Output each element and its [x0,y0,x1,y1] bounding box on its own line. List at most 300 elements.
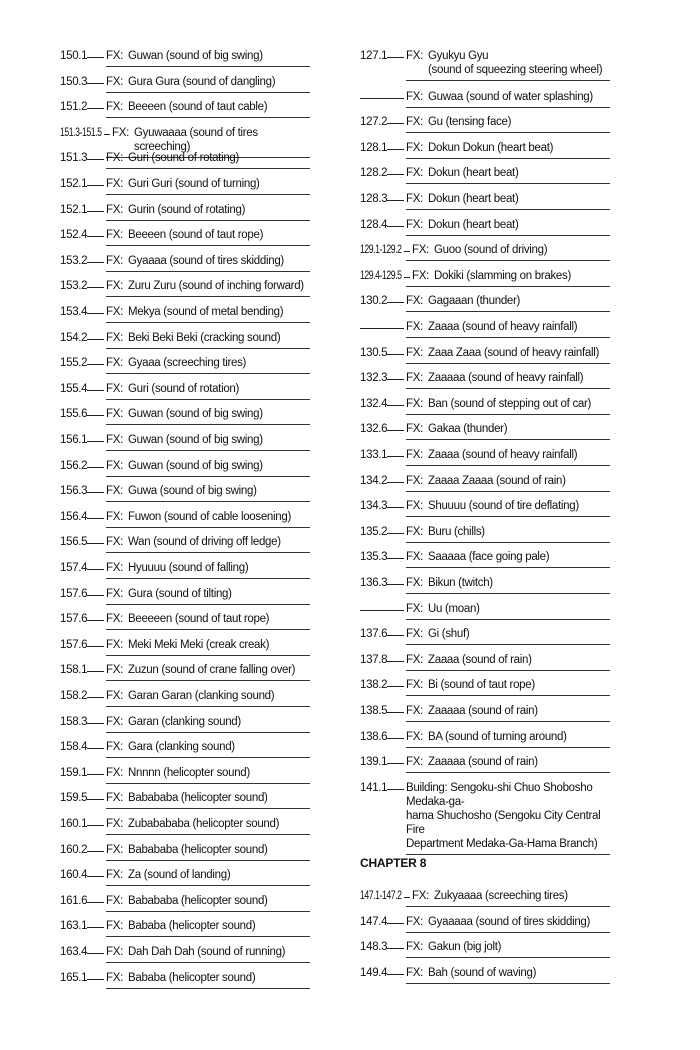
entry-underline [406,414,610,415]
fx-entry [360,474,610,488]
leader-dash [87,927,104,928]
entry-underline [406,644,610,645]
fx-label: FX: [406,474,423,487]
entry-page-number: 132.4 [360,397,388,410]
leader-dash [387,789,404,790]
fx-entry [60,305,310,319]
leader-dash [87,287,104,288]
entry-page-number: 157.6 [60,613,88,626]
entry-description: Zuzun (sound of crane falling over) [128,664,296,677]
fx-entry [60,843,310,857]
entry-page-number: 155.2 [60,357,88,370]
entry-page-number: 147.1-147.2 [360,890,402,902]
entry-description: Gyuwaaaa (sound of tires screeching) [134,126,258,153]
entry-description: Babababa (helicopter sound) [128,894,268,907]
fx-entry [60,740,310,754]
entry-description: Dokun Dokun (heart beat) [428,141,554,154]
entry-page-number: 134.2 [360,474,388,487]
entry-description: Hyuuuu (sound of falling) [128,562,249,574]
leader-dash [87,799,104,800]
entry-description: Guwan (sound of big swing) [128,459,263,472]
entry-underline [106,527,310,528]
entry-underline [106,680,310,681]
entry-page-number: 128.4 [360,218,388,231]
fx-label: FX: [106,920,123,933]
fx-label: FX: [106,50,123,62]
fx-label: FX: [106,75,123,88]
entry-underline [406,670,610,671]
leader-dash [87,851,104,852]
fx-label: FX: [106,741,123,754]
entry-underline [106,936,310,937]
fx-entry [60,407,310,421]
fx-label: FX: [106,434,123,446]
entry-underline [106,348,310,349]
entry-page-number: 136.3 [360,577,388,589]
entry-page-number: 154.2 [60,331,88,344]
entry-description: Gurin (sound of rotating) [128,203,246,216]
fx-label: FX: [406,397,423,410]
fx-label: FX: [106,792,123,805]
leader-dash [87,748,104,749]
entry-page-number: 132.6 [360,423,388,436]
entry-underline [106,66,310,67]
fx-entry [60,49,310,63]
fx-label: FX: [106,818,123,830]
entry-underline [106,450,310,451]
entry-page-number: 157.6 [60,638,88,651]
fx-label: FX: [406,218,423,231]
entry-underline [106,476,310,477]
entry-description: Fuwon (sound of cable loosening) [128,510,292,523]
entry-description: Garan Garan (clanking sound) [128,690,275,702]
fx-label: FX: [106,638,123,651]
entry-description: Bikun (twitch) [428,577,493,589]
fx-label: FX: [106,357,123,370]
fx-entry [360,218,610,232]
leader-dash [387,507,404,508]
entry-description: Gyaaa (screeching tires) [128,357,247,370]
entry-page-number: 138.2 [360,679,388,692]
leader-dash [387,584,404,585]
fx-entry [60,715,310,729]
entry-underline [406,957,610,958]
leader-dash [87,671,104,672]
entry-page-number: 150.3 [60,75,88,88]
fx-label: FX: [106,203,123,216]
entry-description: Babababa (helicopter sound) [128,792,268,805]
leader-dash [404,897,410,898]
fx-label: FX: [406,90,423,103]
leader-dash [87,185,104,186]
leader-dash [387,686,404,687]
fx-label: FX: [412,244,429,257]
fx-label: FX: [106,869,123,882]
entry-page-number: 159.1 [60,766,88,779]
fx-label: FX: [406,167,423,180]
entry-description: Bah (sound of waving) [428,966,537,979]
entry-underline [406,593,610,594]
fx-label: FX: [406,966,423,979]
entry-page-number: 133.1 [360,449,388,461]
leader-dash [387,379,404,380]
entry-underline [406,619,610,620]
fx-entry [60,561,310,575]
entry-underline [106,501,310,502]
fx-label: FX: [406,116,423,129]
fx-entry [60,510,310,524]
entry-underline [406,854,610,855]
entry-underline [106,655,310,656]
entry-underline [406,158,610,159]
chapter-heading: CHAPTER 8 [360,856,427,870]
entry-page-number: 163.1 [60,920,88,933]
fx-entry [60,868,310,882]
entry-description: Saaaaa (face going pale) [428,551,550,564]
leader-dash [87,262,104,263]
entry-underline [106,578,310,579]
entry-underline [406,311,610,312]
leader-dash [87,441,104,442]
leader-dash [87,902,104,903]
fx-entry [60,791,310,805]
leader-dash [87,646,104,647]
entry-description: Gu (tensing face) [428,116,512,129]
entry-page-number: 129.1-129.2 [360,244,402,257]
fx-entry [360,704,610,718]
entry-underline [106,834,310,835]
entry-description: Gi (shuf) [428,628,470,641]
fx-entry [360,889,610,903]
entry-underline [106,732,310,733]
entry-page-number: 127.1 [360,50,388,62]
entry-underline [106,220,310,221]
leader-dash [87,57,104,58]
entry-description: Beeeen (sound of taut rope) [128,229,264,242]
fx-label: FX: [406,295,423,308]
fx-entry [60,279,310,293]
entry-underline [106,911,310,912]
fx-entry [360,653,610,667]
fx-label: FX: [106,485,123,498]
fx-label: FX: [406,730,423,743]
entry-underline [106,245,310,246]
entry-description: Zaaaaa (sound of rain) [428,705,538,717]
entry-underline [406,465,610,466]
fx-entry [360,525,610,539]
entry-underline [106,629,310,630]
fx-entry [360,269,610,283]
entry-page-number: 151.2 [60,101,88,114]
fx-label: FX: [406,756,423,769]
fx-label: FX: [112,126,129,139]
leader-dash [360,610,404,611]
entry-page-number: 156.1 [60,434,88,446]
entry-description: Zukyaaaa (screeching tires) [434,890,568,902]
entry-underline [106,962,310,963]
entry-underline [106,604,310,605]
entry-page-number: 130.5 [360,346,388,359]
leader-dash [87,518,104,519]
entry-page-number: 134.3 [360,500,388,513]
entry-page-number: 128.2 [360,167,388,180]
entry-page-number: 161.6 [60,894,88,907]
fx-label: FX: [106,152,123,165]
entry-description: Gyaaaa (sound of tires skidding) [128,254,284,267]
fx-label: FX: [106,254,123,267]
fx-entry [60,433,310,447]
entry-underline [406,567,610,568]
entry-page-number: 149.4 [360,966,388,979]
leader-dash [87,415,104,416]
entry-page-number: 155.4 [60,382,88,395]
entry-page-number: 160.4 [60,869,88,882]
fx-entry [60,766,310,780]
leader-dash [87,774,104,775]
leader-dash [387,661,404,662]
entry-underline [406,183,610,184]
fx-entry [360,627,610,641]
fx-label: FX: [106,613,123,626]
leader-dash [387,149,404,150]
entry-underline [106,757,310,758]
fx-entry [360,243,610,257]
fx-entry [60,459,310,473]
leader-dash [404,251,410,252]
leader-dash [387,948,404,949]
leader-dash [87,723,104,724]
entry-description: Bababa (helicopter sound) [128,971,256,984]
fx-entry [60,638,310,652]
leader-dash [87,620,104,621]
leader-dash [104,134,110,135]
leader-dash [387,738,404,739]
entry-description: Guwan (sound of big swing) [128,408,263,421]
entry-underline [106,117,310,118]
entry-underline [406,772,610,773]
entry-description: Gura (sound of tilting) [128,587,232,600]
leader-dash [87,467,104,468]
entry-page-number: 157.6 [60,587,88,600]
fx-entry [360,966,610,980]
leader-dash [87,492,104,493]
entry-description: Shuuuu (sound of tire deflating) [428,500,579,513]
entry-underline [106,194,310,195]
fx-entry [360,940,610,954]
entry-description: Guri Guri (sound of turning) [128,178,260,190]
leader-dash [87,697,104,698]
entry-underline [106,706,310,707]
fx-label: FX: [406,346,423,359]
entry-page-number: 158.2 [60,690,88,702]
fx-label: FX: [106,971,123,984]
fx-entry [60,382,310,396]
fx-entry [60,356,310,370]
entry-description: Zaaa Zaaa (sound of heavy rainfall) [428,346,600,359]
fx-entry [360,371,610,385]
entry-description: Beeeen (sound of taut cable) [128,101,268,114]
fx-entry [360,192,610,206]
fx-label: FX: [406,500,423,513]
entry-page-number: 153.4 [60,306,88,318]
entry-page-number: 137.6 [360,628,388,641]
leader-dash [387,456,404,457]
entry-underline [106,808,310,809]
leader-dash [387,923,404,924]
entry-page-number: 158.3 [60,715,88,728]
entry-page-number: 139.1 [360,756,388,769]
entry-underline [406,906,610,907]
entry-page-number: 155.6 [60,408,88,421]
leader-dash [387,123,404,124]
entry-description: Gura Gura (sound of dangling) [128,75,276,88]
fx-label: FX: [406,679,423,692]
entry-description: Zaaaaa (sound of heavy rainfall) [428,372,584,385]
entry-page-number: 156.5 [60,536,88,549]
fx-label: FX: [106,280,123,293]
leader-dash [87,876,104,877]
entry-page-number: 138.5 [360,705,388,717]
leader-dash [87,364,104,365]
entry-description: Zubabababa (helicopter sound) [128,818,280,830]
leader-dash [87,108,104,109]
entry-page-number: 129.4-129.5 [360,269,402,282]
leader-dash [387,200,404,201]
fx-label: FX: [406,653,423,666]
entry-description: Beki Beki Beki (cracking sound) [128,331,281,344]
fx-label: FX: [106,894,123,907]
entry-page-number: 127.2 [360,116,388,129]
entry-page-number: 147.4 [360,915,388,928]
fx-label: FX: [406,372,423,385]
fx-label: FX: [406,525,423,538]
fx-label: FX: [106,331,123,344]
entry-underline [406,721,610,722]
fx-entry [360,499,610,513]
entry-underline [406,695,610,696]
entry-underline [106,424,310,425]
entry-underline [406,132,610,133]
entry-underline [406,983,610,984]
entry-page-number: 156.2 [60,459,88,472]
fx-entry [360,49,610,77]
entry-page-number: 158.4 [60,741,88,754]
entry-page-number: 130.2 [360,295,388,308]
fx-entry [60,535,310,549]
entry-underline [406,209,610,210]
fx-entry [360,346,610,360]
entry-description: Zaaaaa (sound of rain) [428,756,538,769]
fx-label: FX: [406,577,423,589]
fx-label: FX: [412,269,429,282]
fx-entry [60,945,310,959]
entry-underline [406,363,610,364]
fx-entry [360,678,610,692]
leader-dash [387,712,404,713]
fx-label: FX: [106,587,123,600]
fx-label: FX: [406,602,423,615]
entry-description: Bababa (helicopter sound) [128,920,256,933]
fx-label: FX: [406,449,423,461]
entry-underline [106,860,310,861]
entry-description: Gyaaaaa (sound of tires skidding) [428,915,591,928]
entry-description: Za (sound of landing) [128,869,231,882]
leader-dash [387,635,404,636]
fx-entry [360,576,610,590]
fx-label: FX: [106,843,123,856]
entry-description: Zaaaa (sound of rain) [428,653,532,666]
fx-label: FX: [106,459,123,472]
entry-underline [406,337,610,338]
entry-page-number: 152.4 [60,229,88,242]
entry-underline [106,988,310,989]
entry-underline [406,286,610,287]
entry-description: Guri (sound of rotating) [128,152,240,165]
fx-entry [60,100,310,114]
fx-label: FX: [106,229,123,242]
fx-entry [60,689,310,703]
entry-underline [106,885,310,886]
entry-description: Zaaaa Zaaaa (sound of rain) [428,474,566,487]
entry-description: Guri (sound of rotation) [128,382,240,395]
fx-entry [60,331,310,345]
entry-underline [406,107,610,108]
fx-label: FX: [406,423,423,436]
fx-entry [60,151,310,165]
leader-dash [360,328,404,329]
entry-page-number: 152.1 [60,178,88,190]
entry-description: Gara (clanking sound) [128,741,235,754]
fx-entry [360,166,610,180]
fx-label: FX: [106,408,123,421]
entry-description: BA (sound of turning around) [428,730,567,743]
entry-description: Mekya (sound of metal bending) [128,306,284,318]
leader-dash [87,159,104,160]
leader-dash [387,405,404,406]
fx-entry [360,781,610,851]
leader-dash [387,226,404,227]
entry-page-number: 150.1 [60,50,88,62]
entry-underline [106,322,310,323]
entry-description: Guwa (sound of big swing) [128,485,257,498]
fx-entry [60,663,310,677]
fx-entry [360,755,610,769]
entry-underline [106,168,310,169]
fx-label: FX: [106,382,123,395]
fx-entry [60,203,310,217]
entry-description: Buru (chills) [428,525,485,538]
leader-dash [87,211,104,212]
fx-label: FX: [106,946,123,958]
leader-dash [87,543,104,544]
leader-dash [387,430,404,431]
entry-underline [406,260,610,261]
entry-underline [106,373,310,374]
fx-label: FX: [106,306,123,318]
fx-label: FX: [106,664,123,677]
entry-page-number: 141.1 [360,781,388,794]
entry-page-number: 163.4 [60,946,88,958]
entry-page-number: 156.3 [60,485,88,498]
leader-dash [387,354,404,355]
entry-page-number: 128.1 [360,141,388,154]
fx-label: FX: [406,551,423,564]
fx-entry [60,919,310,933]
fx-entry [360,602,610,616]
fx-entry [60,126,310,154]
entry-underline [106,92,310,93]
entry-underline [406,235,610,236]
